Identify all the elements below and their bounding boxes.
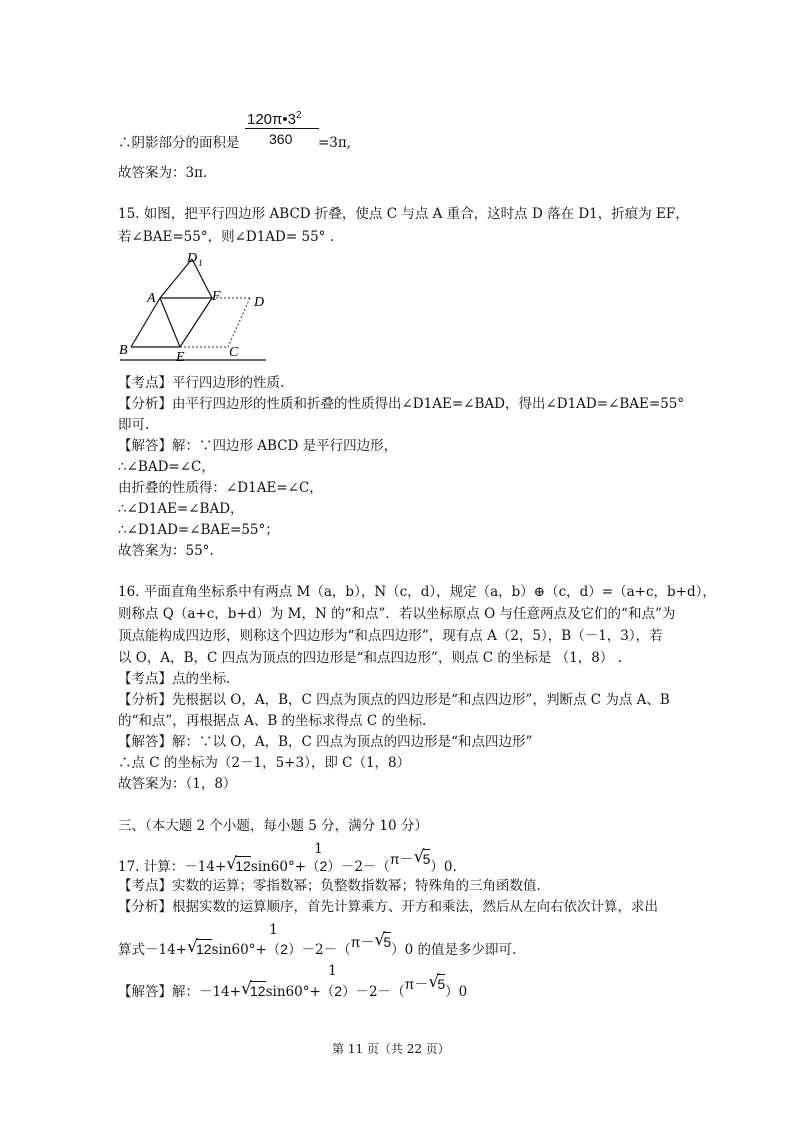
q16-line4: 以 O，A，B，C 四点为顶点的四边形是“和点四边形”，则点 C 的坐标是 （1，8） . xyxy=(118,650,622,666)
q14-area-prefix: ∴阴影部分的面积是 xyxy=(118,135,240,151)
q15-answer: 故答案为：55°. xyxy=(118,543,214,559)
q16-answer: 故答案为：（1，8） xyxy=(118,776,237,792)
q15-jieda4: ∴∠D1AE=∠BAD， xyxy=(118,501,244,517)
q15-fenxi1: 【分析】由平行四边形的性质和折叠的性质得出∠D1AE=∠BAD，得出∠D1AD=∠BAE=55° xyxy=(118,396,685,412)
q14-fraction-denominator: 360 xyxy=(269,131,293,147)
q17-tail: ）0. xyxy=(430,859,457,875)
q16-jieda1: 【解答】解：∵以 O，A，B，C 四点为顶点的四边形是“和点四边形” xyxy=(118,734,533,750)
q17-half-den: 2 xyxy=(319,858,328,874)
q17-fenxi2-prefix: 算式－14+ xyxy=(118,942,187,958)
dashed-dc xyxy=(228,298,250,347)
segment-ef xyxy=(180,298,212,347)
q14-answer: 故答案为：3π. xyxy=(118,165,208,181)
label-c: C xyxy=(229,345,239,360)
q17-fenxi2-half-den: 2 xyxy=(280,941,289,957)
q17-jieda-sin: sin60°+（ xyxy=(265,984,335,1000)
q15-figure xyxy=(116,250,276,362)
label-e: E xyxy=(176,350,185,362)
q17-jieda-pi-minus: π－ xyxy=(404,976,429,992)
q16-line1: 16. 平面直角坐标系中有两点 M（a，b），N（c，d），规定（a，b）⊕（c，d）=（a+c，b+d）， xyxy=(118,584,716,600)
section3-title: 三、（本大题 2 个小题，每小题 5 分，满分 10 分） xyxy=(118,818,428,834)
q16-fenxi2: 的“和点”，再根据点 A、B 的坐标求得点 C 的坐标. xyxy=(118,713,427,729)
q17-fenxi2-mid: ）－2－（ xyxy=(288,942,351,958)
q17-pi-minus: π－ xyxy=(389,851,414,867)
q17-half-numerator: 1 xyxy=(314,841,323,857)
q17-fenxi2 xyxy=(118,930,517,958)
q17-jieda-prefix: 【解答】解：－14+ xyxy=(118,984,241,1000)
q17-statement xyxy=(118,847,457,875)
q14-fraction-numerator: $120\pi•3^2$ xyxy=(247,110,302,128)
radical-icon: √ xyxy=(226,854,238,874)
q17-sqrt12: √ 12 xyxy=(226,854,251,874)
q15-jieda3: 由折叠的性质得：∠D1AE=∠C， xyxy=(118,480,323,496)
radical-icon: √ xyxy=(428,972,440,992)
q17-jieda-sqrt5: √ 5 xyxy=(428,972,446,992)
q17-fenxi2-sqrt5: √ 5 xyxy=(374,930,392,950)
q17-jieda-tail: ）0 xyxy=(445,984,468,1000)
q15-line1: 15. 如图，把平行四边形 ABCD 折叠，使点 C 与点 A 重合，这时点 D 落在 D1，折痕为 EF， xyxy=(118,206,689,222)
radical-icon: √ xyxy=(241,979,252,999)
q17-jieda-half-numerator: 1 xyxy=(328,963,337,979)
q17-fenxi2-half-numerator: 1 xyxy=(269,922,278,938)
q15-jieda1: 【解答】解：∵四边形 ABCD 是平行四边形， xyxy=(118,438,398,454)
q17-fenxi2-tail: ）0 的值是多少即可. xyxy=(391,942,517,958)
q17-jieda xyxy=(118,972,468,1000)
label-b: B xyxy=(119,343,128,358)
q17-kaodian: 【考点】实数的运算；零指数幂；负整数指数幂；特殊角的三角函数值. xyxy=(118,878,541,894)
q14-fraction-bar xyxy=(245,128,319,129)
radical-icon: √ xyxy=(187,937,198,957)
q16-kaodian: 【考点】点的坐标. xyxy=(118,671,231,687)
q16-line2: 则称点 Q（a+c，b+d）为 M，N 的“和点”．若以坐标原点 O 与任意两点及它们的“和点”为 xyxy=(118,606,676,622)
label-a: A xyxy=(147,291,156,306)
q15-fenxi2: 即可. xyxy=(118,417,150,433)
q17-mid: ）－2－（ xyxy=(327,859,390,875)
q17-fenxi1: 【分析】根据实数的运算顺序，首先计算乘方、开方和乘法，然后从左向右依次计算，求出 xyxy=(118,899,658,915)
q17-jieda-mid: ）－2－（ xyxy=(342,984,405,1000)
q15-jieda5: ∴∠D1AD=∠BAE=55°； xyxy=(118,522,279,538)
q17-jieda-half-den: 2 xyxy=(334,983,343,999)
label-d1: $D_1$ xyxy=(187,251,203,268)
q15-line2: 若∠BAE=55°，则∠D1AD= 55° . xyxy=(118,229,334,245)
radical-icon: √ xyxy=(374,930,386,950)
segment-ab xyxy=(131,298,160,347)
q16-line3: 顶点能构成四边形，则称这个四边形为“和点四边形”，现有点 A（2，5），B（－1，3），若 xyxy=(118,628,663,644)
q14-area-suffix: =3π, xyxy=(318,135,352,151)
page-footer: 第 11 页（共 22 页） xyxy=(332,1042,450,1056)
q17-fenxi2-pi-minus: π－ xyxy=(350,934,375,950)
q17-fenxi2-sin: sin60°+（ xyxy=(211,942,281,958)
q17-sin: sin60°+（ xyxy=(250,859,320,875)
label-f: F xyxy=(212,289,221,304)
q15-jieda2: ∴∠BAD=∠C， xyxy=(118,459,215,475)
segment-ae xyxy=(160,298,180,347)
q17-jieda-sqrt12: √ 12 xyxy=(241,979,266,999)
q15-kaodian: 【考点】平行四边形的性质. xyxy=(118,375,285,391)
q16-jieda2: ∴点 C 的坐标为（2－1，5+3），即 C（1，8） xyxy=(118,755,411,771)
q17-sqrt5: √ 5 xyxy=(413,847,431,867)
radical-icon: √ xyxy=(413,847,425,867)
q17-fenxi2-sqrt12: √ 12 xyxy=(187,937,212,957)
q16-fenxi1: 【分析】先根据以 O，A，B，C 四点为顶点的四边形是“和点四边形”，判断点 C 为点 A、B xyxy=(118,692,670,708)
label-d: D xyxy=(254,295,265,310)
q17-prefix: 17. 计算：－14+ xyxy=(118,859,227,875)
